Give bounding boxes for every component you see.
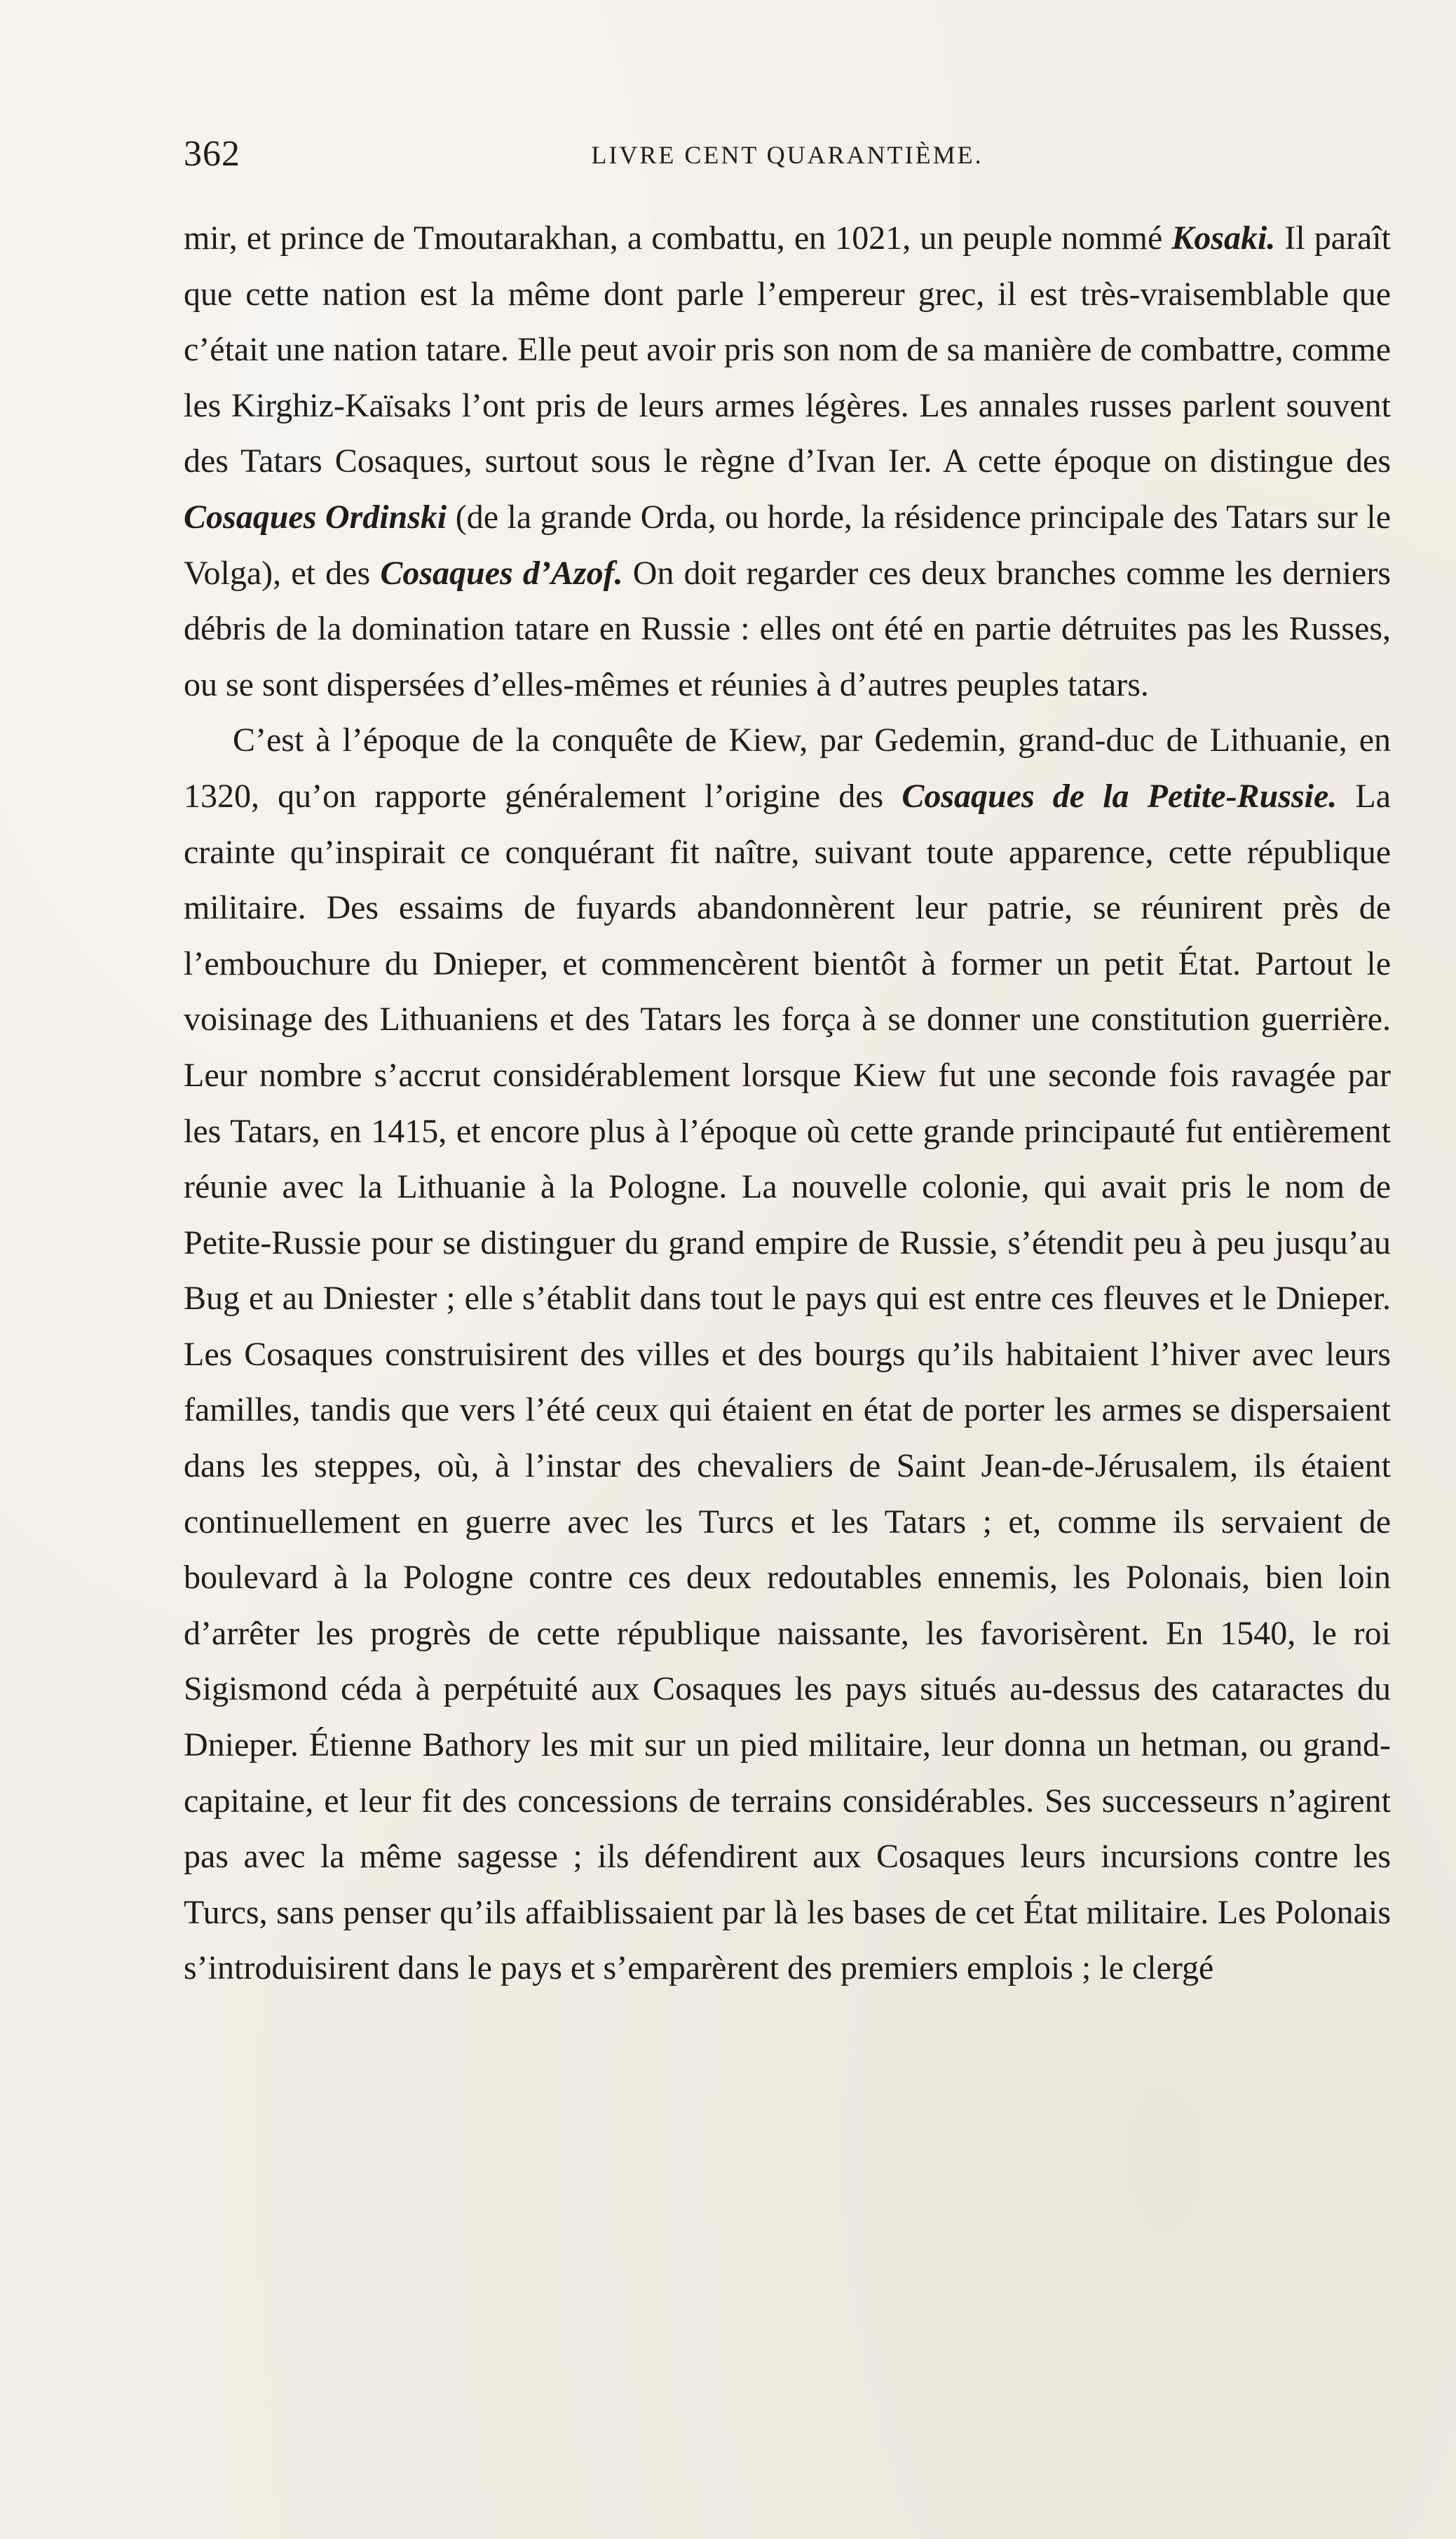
italic-term: Cosaques Ordinski — [184, 498, 447, 536]
running-title: LIVRE CENT QUARANTIÈME. — [591, 141, 984, 169]
page-number: 362 — [184, 134, 240, 174]
text-run: On doit regarder ces deux branches comme les derniers débris de la domination tatare en Russie : elles ont été en partie détruites pas les Russes, ou se sont dispersées d’elles-mêmes et réunies à d’autres peuples tatars. — [184, 554, 1391, 703]
text-run: mir, et prince de Tmoutarakhan, a combattu, en 1021, un peuple nommé — [184, 219, 1172, 257]
text-run: Il paraît que cette nation est la même dont parle l’empereur grec, il est très-vraisemblable que c’était une nation tatare. Elle peut avoir pris son nom de sa manière de combattre, comme les Kirghiz-Kaïsaks l’ont pris de leurs armes légères. Les annales russes parlent souvent des Tatars Cosaques, surtout sous le règne d’Ivan Ier. A cette époque on distingue des — [184, 219, 1391, 480]
italic-term: Cosaques d’Azof. — [380, 554, 623, 592]
text-run: (de la grande Orda, ou horde, la résidence principale des Tatars sur le Volga), et des — [184, 498, 1392, 592]
body-text — [184, 210, 1391, 1996]
text-run: La crainte qu’inspirait ce conquérant fit naître, suivant toute apparence, cette république militaire. Des essaims de fuyards abandonnèrent leur patrie, se réunirent près de l’embouchure du Dnieper, et commencèrent bientôt à former un petit État. Partout le voisinage des Lithuaniens et des Tatars les força à se donner une constitution guerrière. Leur nombre s’accrut considérablement lorsque Kiew fut une seconde fois ravagée par les Tatars, en 1415, et encore plus à l’époque où cette grande principauté fut entièrement réunie avec la Lithuanie à la Pologne. La nouvelle colonie, qui avait pris le nom de Petite-Russie pour se distinguer du grand empire de Russie, s’étendit peu à peu jusqu’au Bug et au Dniester ; elle s’établit dans tout le pays qui est entre ces fleuves et le Dnieper. Les Cosaques construisirent des villes et des bourgs qu’ils habitaient l’hiver avec leurs familles, tandis que vers l’été ceux qui étaient en état de porter les armes se dispersaient dans les steppes, où, à l’instar des chevaliers de Saint Jean-de-Jérusalem, ils étaient continuellement en guerre avec les Turcs et les Tatars ; et, comme ils servaient de boulevard à la Pologne contre ces deux redoutables ennemis, les Polonais, bien loin d’arrêter les progrès de cette république naissante, les favorisèrent. En 1540, le roi Sigismond céda à perpétuité aux Cosaques les pays situés au-dessus des cataractes du Dnieper. Étienne Bathory les mit sur un pied militaire, leur donna un hetman, ou grand-capitaine, et leur fit des concessions de terrains considérables. Ses successeurs n’agirent pas avec la même sagesse ; ils défendirent aux Cosaques leurs incursions contre les Turcs, sans penser qu’ils affaiblissaient par là les bases de cet État militaire. Les Polonais s’introduisirent dans le pays et s’emparèrent des premiers emplois ; le clergé — [184, 777, 1392, 1987]
paragraph-2 — [184, 712, 1391, 1996]
page-header — [184, 133, 1391, 182]
italic-term: Cosaques de la Petite-Russie. — [902, 777, 1338, 815]
text-run: C’est à l’époque de la conquête de Kiew, par Gedemin, grand-duc de Lithuanie, en 1320, qu’on rapporte généralement l’origine des — [184, 722, 1391, 815]
italic-term: Kosaki. — [1171, 219, 1276, 257]
paragraph-1 — [184, 210, 1391, 712]
